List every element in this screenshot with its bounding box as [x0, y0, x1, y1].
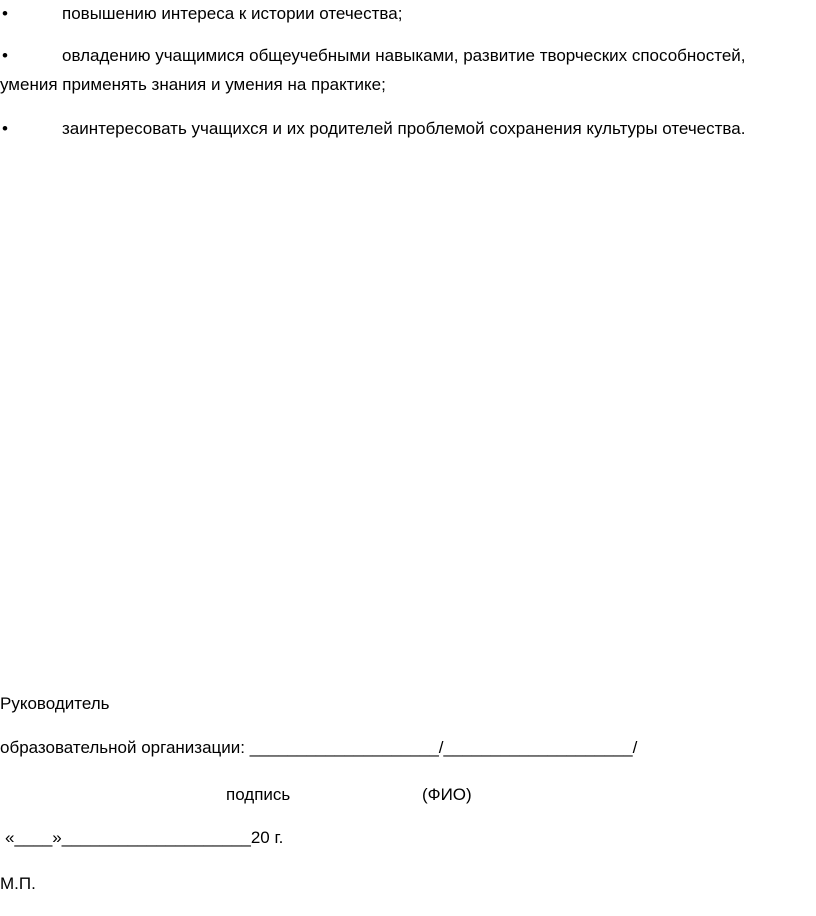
signature-caption: подпись: [226, 785, 291, 804]
date-line: «____»____________________20 г.: [5, 828, 284, 847]
bullet-symbol: •: [2, 119, 8, 138]
bullet-text: овладению учащимися общеучебными навыками, развитие творческих способностей,: [62, 46, 746, 65]
name-caption: (ФИО): [422, 785, 472, 804]
bullet-symbol: •: [2, 4, 8, 23]
stamp-label: М.П.: [0, 874, 36, 893]
signature-line: образовательной организации: ____________________/____________________/: [0, 738, 638, 757]
bullet-text: заинтересовать учащихся и их родителей проблемой сохранения культуры отечества.: [62, 119, 746, 138]
bullet-text-continuation: умения применять знания и умения на практике;: [0, 75, 386, 94]
bullet-text: повышению интереса к истории отечества;: [62, 4, 403, 23]
bullet-symbol: •: [2, 46, 8, 65]
role-title: Руководитель: [0, 694, 110, 713]
